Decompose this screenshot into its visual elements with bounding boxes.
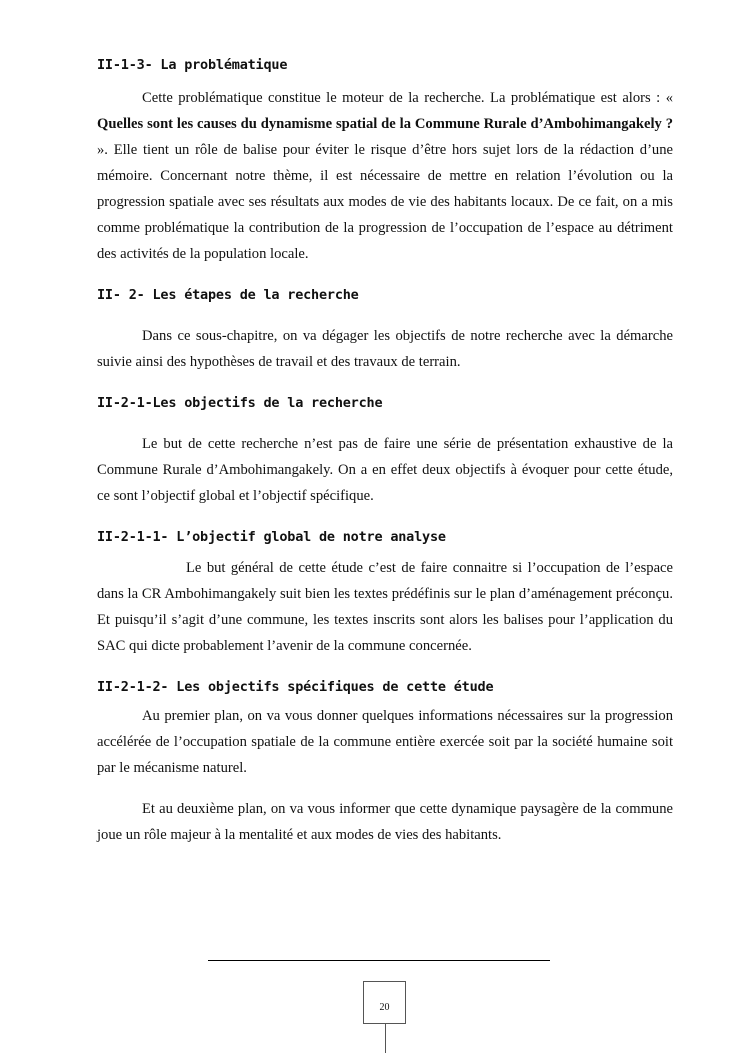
footer-rule bbox=[208, 960, 550, 961]
page-number: 20 bbox=[363, 981, 406, 1024]
paragraph-problematique bbox=[97, 85, 673, 267]
problematique-intro: Cette problématique constitue le moteur de la recherche. La problématique est alors : « bbox=[142, 90, 673, 106]
paragraph-specifiques-2: Et au deuxième plan, on va vous informer que cette dynamique paysagère de la commune joue un rôle majeur à la mentalité et aux modes de vies des habitants. bbox=[97, 801, 673, 843]
paragraph-objectif-global: Le but général de cette étude c’est de faire connaitre si l’occupation de l’espace dans la CR Ambohimangakely suit bien les textes prédéfinis sur le plan d’aménagement préconçu. Et puisqu’il s’agit d’une commune, les textes inscrits sont alors les balises pour l’application du SAC qui dicte probablement l’avenir de la commune concernée. bbox=[97, 560, 673, 654]
paragraph-specifiques-1: Au premier plan, on va vous donner quelques informations nécessaires sur la progression accélérée de l’occupation spatiale de la commune entière exercée soit par la société humaine soit par le mécanisme naturel. bbox=[97, 708, 673, 776]
heading-objectifs: II-2-1-Les objectifs de la recherche bbox=[97, 395, 383, 411]
heading-objectifs-specifiques: II-2-1-2- Les objectifs spécifiques de cette étude bbox=[97, 679, 494, 695]
page-number-stem bbox=[385, 1024, 386, 1053]
heading-objectif-global: II-2-1-1- L’objectif global de notre analyse bbox=[97, 529, 446, 545]
problematique-rest: ». Elle tient un rôle de balise pour éviter le risque d’être hors sujet lors de la rédaction d’une mémoire. Concernant notre thème, il est nécessaire de mettre en relation l’évolution ou la progression spatiale avec ses résultats aux modes de vie des habitants locaux. De ce fait, on a mis comme problématique la contribution de la progression de l’occupation de l’espace au détriment des activités de la population locale. bbox=[97, 142, 673, 262]
problematique-question: Quelles sont les causes du dynamisme spatial de la Commune Rurale d’Ambohimangakely ? bbox=[97, 116, 673, 132]
heading-problematique: II-1-3- La problématique bbox=[97, 57, 288, 73]
heading-etapes: II- 2- Les étapes de la recherche bbox=[97, 287, 359, 303]
document-body bbox=[97, 54, 673, 848]
paragraph-objectifs: Le but de cette recherche n’est pas de faire une série de présentation exhaustive de la Commune Rurale d’Ambohimangakely. On a en effet deux objectifs à évoquer pour cette étude, ce sont l’objectif global et l’objectif spécifique. bbox=[97, 436, 673, 504]
paragraph-etapes: Dans ce sous-chapitre, on va dégager les objectifs de notre recherche avec la démarche suivie ainsi des hypothèses de travail et des travaux de terrain. bbox=[97, 328, 673, 370]
